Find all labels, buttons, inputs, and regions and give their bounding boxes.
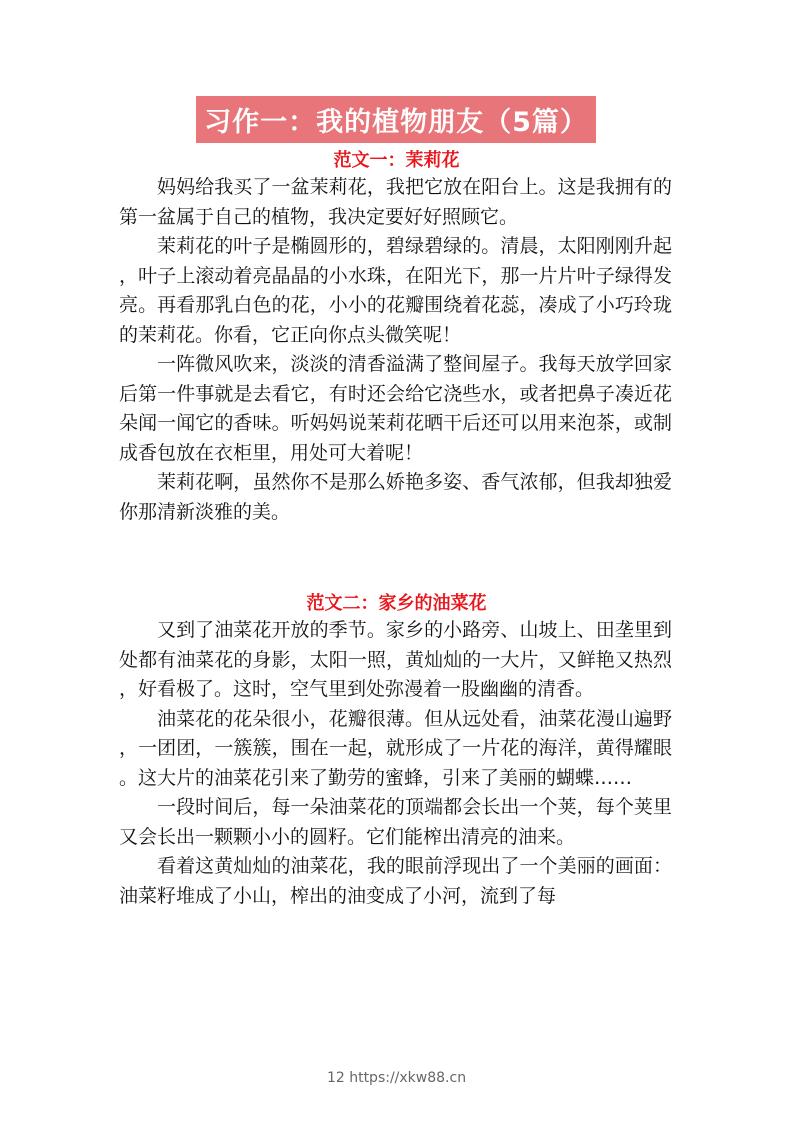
article-1-heading: 范文一：茉莉花 (333, 150, 460, 171)
page-footer: 12 https://xkw88.cn (326, 1070, 467, 1086)
document-title-banner (196, 96, 596, 143)
article-2-paragraph-4: 看着这黄灿灿的油菜花，我的眼前浮现出了一个美丽的画面：油菜籽堆成了小山，榨出的油变成了小河，流到了每 (119, 855, 672, 907)
article-1-paragraph-1: 妈妈给我买了一盆茉莉花，我把它放在阳台上。这是我拥有的第一盆属于自己的植物，我决定要好好照顾它。 (119, 176, 672, 228)
article-1-paragraph-2: 茉莉花的叶子是椭圆形的，碧绿碧绿的。清晨，太阳刚刚升起，叶子上滚动着亮晶晶的小水珠，在阳光下，那一片片叶子绿得发亮。再看那乳白色的花，小小的花瓣围绕着花蕊，凑成了小巧玲珑的茉莉花。你看，它正向你点头微笑呢！ (119, 235, 672, 346)
article-2-paragraph-3: 一段时间后，每一朵油菜花的顶端都会长出一个荚，每个荚里又会长出一颗颗小小的圆籽。它们能榨出清亮的油来。 (119, 796, 672, 848)
article-1-paragraph-4: 茉莉花啊，虽然你不是那么娇艳多姿、香气浓郁，但我却独爱你那清新淡雅的美。 (119, 471, 672, 523)
article-2-body (119, 616, 672, 911)
article-2-paragraph-2: 油菜花的花朵很小，花瓣很薄。但从远处看，油菜花漫山遍野，一团团，一簇簇，围在一起，就形成了一片花的海洋，黄得耀眼。这大片的油菜花引来了勤劳的蜜蜂，引来了美丽的蝴蝶…… (119, 707, 672, 789)
article-1-paragraph-3: 一阵微风吹来，淡淡的清香溢满了整间屋子。我每天放学回家后第一件事就是去看它，有时还会给它浇些水，或者把鼻子凑近花朵闻一闻它的香味。听妈妈说茉莉花晒干后还可以用来泡茶，或制成香包放在衣柜里，用处可大着呢！ (119, 353, 672, 464)
document-title: 习作一：我的植物朋友（5篇） (204, 107, 588, 138)
article-2-heading: 范文二：家乡的油菜花 (306, 593, 487, 614)
article-1-body (119, 173, 672, 527)
article-2-paragraph-1: 又到了油菜花开放的季节。家乡的小路旁、山坡上、田垄里到处都有油菜花的身影，太阳一照，黄灿灿的一大片，又鲜艳又热烈，好看极了。这时，空气里到处弥漫着一股幽幽的清香。 (119, 619, 672, 700)
